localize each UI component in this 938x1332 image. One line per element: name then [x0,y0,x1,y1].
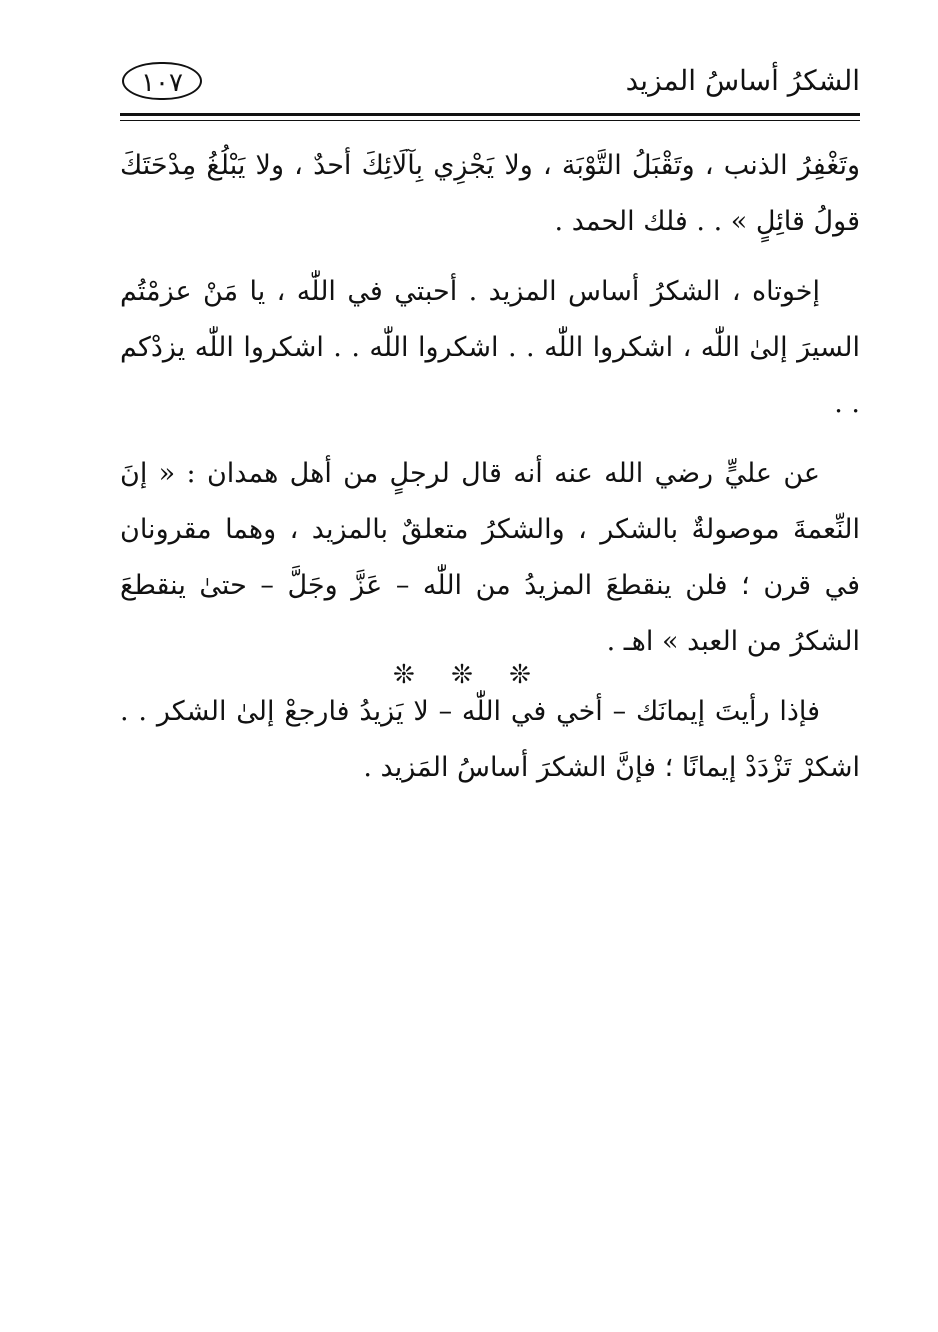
paragraph-3: عن عليٍّ رضي الله عنه أنه قال لرجلٍ من أهل همدان : « إنَ النِّعمةَ موصولةٌ بالشكر ، والشكرُ متعلقٌ بالمزيد ، وهما مقرونان في قرن ؛ فلن ينقطعَ المزيدُ من اللّٰه – عَزَّ وجَلَّ – حتىٰ ينقطعَ الشكرُ من العبد » اهـ . [120,458,860,657]
header-rule-thin [120,120,860,121]
header-rule-thick [120,113,860,116]
page-header [120,56,860,112]
paragraph-2: إخوتاه ، الشكرُ أساس المزيد . أحبتي في اللّٰه ، يا مَنْ عزمْتُم السيرَ إلىٰ اللّٰه ، اشكروا اللّٰه . . اشكروا اللّٰه . . اشكروا اللّٰه يزدْكم . . [120,276,860,419]
running-title: الشكرُ أساسُ المزيد [625,64,860,97]
paragraph-1: وتَغْفِرُ الذنب ، وتَقْبَلُ التَّوْبَة ، ولا يَجْزِي بِآلَائِكَ أحدٌ ، ولا يَبْلُغُ مِدْحَتَكَ قولُ قائِلٍ » . . فلك الحمد . [120,150,860,237]
section-separator: ❊ ❊ ❊ [393,660,545,690]
paragraph-4: فإذا رأيتَ إيمانَك – أخي في اللّٰه – لا يَزيدُ فارجعْ إلىٰ الشكر . . اشكرْ تَزْدَدْ إيمانًا ؛ فإنَّ الشكرَ أساسُ المَزيد . [120,696,860,783]
page-number: ١٠٧ [122,62,202,100]
body-text [120,138,860,810]
